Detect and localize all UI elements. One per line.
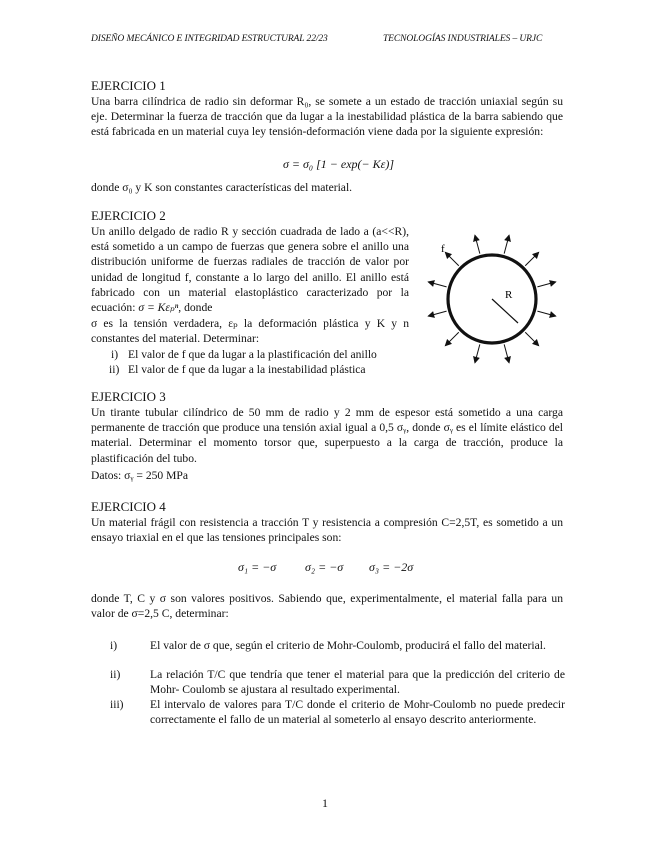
principal-stress-1: σ₁ = −σ <box>238 560 277 574</box>
force-arrow <box>525 332 538 345</box>
principal-stress-2: σ₂ = −σ <box>305 560 344 574</box>
exercise-2-law: σ = Kεₚⁿ <box>138 301 179 315</box>
force-arrow <box>445 332 458 345</box>
exercise-3-data: Datos: σᵧ = 250 MPa <box>91 469 189 482</box>
exercise-2-statement <box>91 224 409 315</box>
item-number: ii) <box>109 363 120 376</box>
exercise-1-statement: Una barra cilíndrica de radio sin deformar R₀, se somete a un estado de tracción uniaxial según su eje. Determinar la fuerza de tracción que da lugar a la inestabilidad plástica de la barra sabiendo que está fabricada en un material cuya ley tensión-deformación viene dada por la siguiente expresión: <box>91 95 563 139</box>
exercise-3-title: EJERCICIO 3 <box>91 389 166 404</box>
force-arrow <box>537 311 555 316</box>
exercise-4-statement: Un material frágil con resistencia a tracción T y resistencia a compresión C=2,5T, es sometido a un ensayo triaxial en el que las tensiones principales son: <box>91 516 563 545</box>
item-number: iii) <box>110 698 124 711</box>
item-number: i) <box>110 639 118 652</box>
principal-stress-3: σ₃ = −2σ <box>369 560 414 574</box>
exercise-2-item-1 <box>111 347 377 362</box>
header-course-title: DISEÑO MECÁNICO E INTEGRIDAD ESTRUCTURAL 22/23 <box>91 34 328 44</box>
force-arrow <box>504 344 509 362</box>
ring-figure <box>420 228 570 373</box>
item-text: El valor de f que da lugar a la inestabilidad plástica <box>128 363 366 376</box>
page-number: 1 <box>322 796 328 810</box>
item-text: La relación T/C que tendría que tener el material para que la predicción del criterio de Mohr- Coulomb se ajustara al resultado experimental. <box>150 668 565 696</box>
force-arrow <box>525 252 538 265</box>
exercise-1-title: EJERCICIO 1 <box>91 78 166 93</box>
exercise-3-statement: Un tirante tubular cilíndrico de 50 mm de radio y 2 mm de espesor está sometido a una carga permanente de tracción que produce una tensión axial igual a 0,5 σᵧ, donde σᵧ es el límite elástico del material. Determinar el momento torsor que, superpuesto a la carga de tracción, produce la plastificación del tubo. <box>91 406 563 465</box>
exercise-2-item-2 <box>109 362 366 377</box>
item-number: ii) <box>110 668 121 681</box>
radius-label: R <box>505 289 513 301</box>
exercise-1-equation: σ = σ₀ [1 − exp(− Kε)] <box>283 157 395 171</box>
force-arrow <box>475 344 480 362</box>
exercise-2-law-after: , donde <box>178 301 213 315</box>
force-label: f <box>441 243 445 255</box>
force-arrow <box>428 282 446 287</box>
force-arrow <box>445 252 458 265</box>
item-text: El intervalo de valores para T/C donde el criterio de Mohr-Coulomb no puede predecir correctamente el fallo de un material al someterlo al ensayo descrito anteriormente. <box>150 698 565 726</box>
radius-line <box>492 299 518 323</box>
header-institution: TECNOLOGÍAS INDUSTRIALES – URJC <box>383 34 543 44</box>
exercise-4-statement-continued: donde T, C y σ son valores positivos. Sabiendo que, experimentalmente, el material falla para un valor de σ=2,5 C, determinar: <box>91 592 563 621</box>
force-arrow <box>537 282 555 287</box>
exercise-2-title: EJERCICIO 2 <box>91 208 166 223</box>
force-arrow <box>504 235 509 253</box>
exercise-4-title: EJERCICIO 4 <box>91 499 166 514</box>
item-text: El valor de σ que, según el criterio de Mohr-Coulomb, producirá el fallo del material. <box>150 639 546 652</box>
force-arrow <box>475 235 480 253</box>
exercise-2-statement-continued: σ es la tensión verdadera, εₚ la deformación plástica y K y n constantes del material. Determinar: <box>91 317 409 346</box>
item-number: i) <box>111 348 119 361</box>
force-arrow <box>428 311 446 316</box>
exercise-1-note: donde σ₀ y K son constantes características del material. <box>91 181 353 194</box>
exercise-2-statement-text: Un anillo delgado de radio R y sección cuadrada de lado a (a<<R), está sometido a un campo de fuerzas que genera sobre el anillo una distribución uniforme de fuerzas radiales de tracción de valor por unidad de longitud f, constante a lo largo del anillo. El anillo está fabricado con un material elastoplástico caracterizado por la ecuación: <box>91 225 409 315</box>
item-text: El valor de f que da lugar a la plastificación del anillo <box>128 348 377 361</box>
